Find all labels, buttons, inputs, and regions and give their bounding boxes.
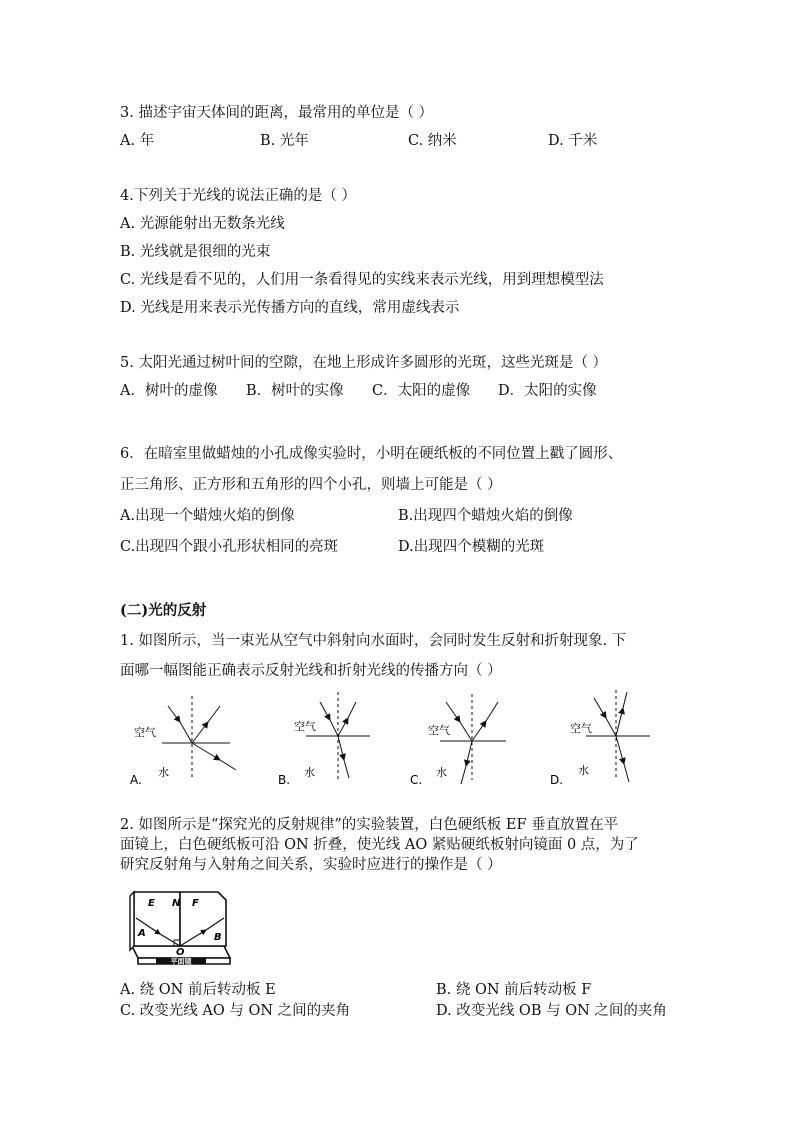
diagram-a bbox=[130, 696, 236, 787]
diagram-b bbox=[278, 692, 370, 787]
water-label-a: 水 bbox=[158, 766, 169, 779]
air-label-d: 空气 bbox=[570, 722, 592, 735]
q3-option-c: C. 纳米 bbox=[408, 133, 457, 149]
label-o: O bbox=[176, 947, 185, 958]
label-f: F bbox=[192, 898, 199, 909]
label-b: B bbox=[214, 932, 222, 943]
water-label-d: 水 bbox=[578, 764, 589, 777]
q5-stem: 5. 太阳光通过树叶间的空隙，在地上形成许多圆形的光斑，这些光斑是（ ） bbox=[120, 355, 608, 371]
diagram-c bbox=[410, 694, 506, 787]
r2-option-d: D. 改变光线 OB 与 ON 之间的夹角 bbox=[436, 1003, 667, 1019]
q6-option-b: B.出现四个蜡烛火焰的倒像 bbox=[398, 508, 573, 524]
water-label-c: 水 bbox=[436, 766, 447, 779]
r2-stem-line3: 研究反射角与入射角之间关系，实验时应进行的操作是（ ） bbox=[120, 857, 502, 873]
mirror-label: 平面镜 bbox=[170, 957, 192, 966]
q5-option-d: D．太阳的实像 bbox=[498, 383, 597, 399]
reflection-refraction-figure bbox=[120, 688, 660, 788]
air-label-a: 空气 bbox=[134, 726, 156, 739]
label-n: N bbox=[172, 898, 181, 909]
q3-option-d: D. 千米 bbox=[548, 133, 598, 149]
q4-option-b: B. 光线就是很细的光束 bbox=[120, 244, 271, 260]
r2-option-c: C. 改变光线 AO 与 ON 之间的夹角 bbox=[120, 1003, 351, 1019]
r2-stem-line1: 2. 如图所示是“探究光的反射规律”的实验装置，白色硬纸板 EF 垂直放置在平 bbox=[120, 817, 619, 833]
r1-stem-line2: 面哪一幅图能正确表示反射光线和折射光线的传播方向（ ） bbox=[120, 663, 502, 679]
label-a: A bbox=[138, 928, 146, 939]
label-e: E bbox=[148, 898, 155, 909]
diagram-d bbox=[550, 690, 650, 787]
q5-option-a: A．树叶的虚像 bbox=[120, 383, 218, 399]
q4-option-d: D. 光线是用来表示光传播方向的直线，常用虚线表示 bbox=[120, 300, 460, 316]
q4-stem: 4.下列关于光线的说法正确的是（ ） bbox=[120, 188, 356, 204]
water-label-b: 水 bbox=[304, 766, 315, 779]
q5-option-c: C．太阳的虚像 bbox=[372, 383, 471, 399]
diagram-b-label: B. bbox=[278, 773, 291, 787]
diagram-c-label: C. bbox=[410, 773, 423, 787]
q5-option-b: B．树叶的实像 bbox=[246, 383, 344, 399]
diagram-d-label: D. bbox=[550, 773, 564, 787]
diagram-a-label: A. bbox=[130, 773, 142, 787]
q3-option-b: B. 光年 bbox=[260, 133, 309, 149]
q6-option-a: A.出现一个蜡烛火焰的倒像 bbox=[120, 508, 295, 524]
section-title: (二)光的反射 bbox=[120, 602, 207, 619]
r2-option-a: A. 绕 ON 前后转动板 E bbox=[120, 982, 276, 998]
q6-stem-line2: 正三角形、正方形和五角形的四个小孔，则墙上可能是（ ） bbox=[120, 477, 502, 493]
q6-option-c: C.出现四个跟小孔形状相同的亮斑 bbox=[120, 539, 339, 555]
r2-option-b: B. 绕 ON 前后转动板 F bbox=[436, 982, 592, 998]
q6-option-d: D.出现四个模糊的光斑 bbox=[398, 539, 545, 555]
q4-option-a: A. 光源能射出无数条光线 bbox=[120, 216, 285, 232]
reflection-apparatus-figure bbox=[128, 888, 232, 972]
r1-stem-line1: 1. 如图所示，当一束光从空气中斜射向水面时，会同时发生反射和折射现象. 下 bbox=[120, 633, 627, 649]
q3-stem: 3. 描述宇宙天体间的距离，最常用的单位是（ ） bbox=[120, 105, 434, 121]
q6-stem-line1: 6．在暗室里做蜡烛的小孔成像实验时，小明在硬纸板的不同位置上戳了圆形、 bbox=[120, 446, 623, 462]
air-label-b: 空气 bbox=[294, 720, 316, 733]
r2-stem-line2: 面镜上，白色硬纸板可沿 ON 折叠，使光线 AO 紧贴硬纸板射向镜面 0 点，为了 bbox=[120, 837, 639, 853]
air-label-c: 空气 bbox=[428, 724, 450, 737]
q3-option-a: A. 年 bbox=[120, 133, 155, 149]
q4-option-c: C. 光线是看不见的，人们用一条看得见的实线来表示光线，用到理想模型法 bbox=[120, 272, 604, 288]
